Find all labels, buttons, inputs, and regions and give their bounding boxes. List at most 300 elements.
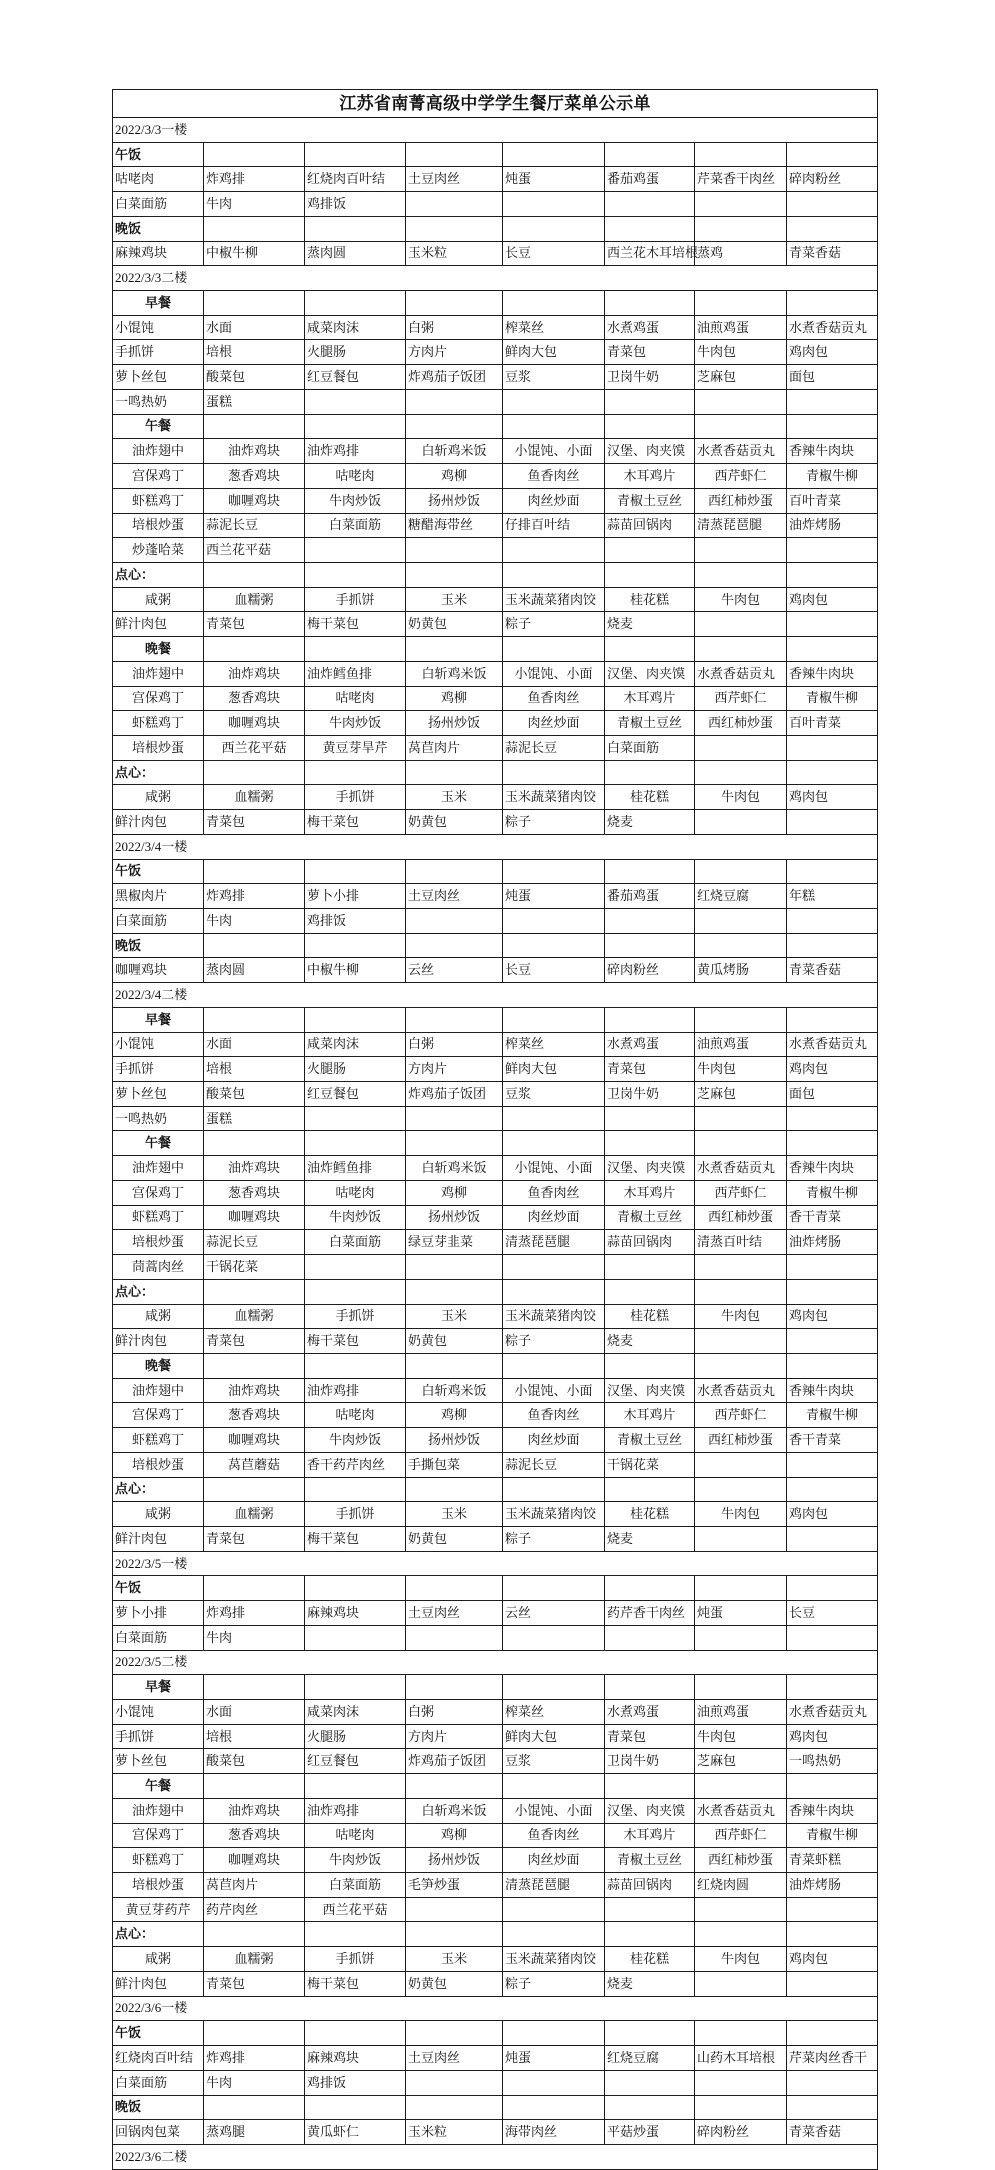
- menu-item-cell: 鱼香肉丝: [503, 1180, 605, 1205]
- empty-cell: [406, 1131, 503, 1156]
- menu-item-cell: 黄瓜烤肠: [695, 958, 787, 983]
- menu-item-cell: 一鸣热奶: [113, 1106, 204, 1131]
- menu-item-cell: 水煮香菇贡丸: [695, 661, 787, 686]
- empty-cell: [605, 1897, 695, 1922]
- menu-item-cell: 肉丝炒面: [503, 1428, 605, 1453]
- empty-cell: [406, 1774, 503, 1799]
- meal-header-row: [113, 1675, 878, 1700]
- menu-item-cell: 水煮香菇贡丸: [787, 1032, 878, 1057]
- empty-cell: [787, 1897, 878, 1922]
- menu-item-cell: 玉米蔬菜猪肉饺: [503, 785, 605, 810]
- menu-items-row: [113, 1724, 878, 1749]
- menu-item-cell: 奶黄包: [406, 810, 503, 835]
- menu-item-cell: 烧麦: [605, 1329, 695, 1354]
- section-date-row: [113, 1996, 878, 2021]
- menu-item-cell: 炸鸡排: [204, 2046, 305, 2071]
- menu-item-cell: 香辣牛肉块: [787, 1156, 878, 1181]
- empty-cell: [204, 414, 305, 439]
- menu-item-cell: 咸粥: [113, 1947, 204, 1972]
- menu-item-cell: 炸鸡排: [204, 884, 305, 909]
- menu-item-cell: 白菜面筋: [305, 1230, 406, 1255]
- menu-item-cell: 牛肉炒饭: [305, 711, 406, 736]
- menu-items-row: [113, 1032, 878, 1057]
- menu-item-cell: 黄豆芽旱芹: [305, 735, 406, 760]
- menu-item-cell: 青椒牛柳: [787, 686, 878, 711]
- menu-item-cell: 牛肉包: [695, 1947, 787, 1972]
- menu-item-cell: 木耳鸡片: [605, 1180, 695, 1205]
- menu-item-cell: 牛肉: [204, 2070, 305, 2095]
- menu-item-cell: 麻辣鸡块: [305, 2046, 406, 2071]
- menu-item-cell: 玉米蔬菜猪肉饺: [503, 1947, 605, 1972]
- menu-items-row: [113, 1230, 878, 1255]
- menu-item-cell: 青椒土豆丝: [605, 1428, 695, 1453]
- page-title: 江苏省南菁高级中学学生餐厅菜单公示单: [113, 90, 878, 118]
- menu-item-cell: 西红柿炒蛋: [695, 711, 787, 736]
- menu-item-cell: 碎肉粉丝: [605, 958, 695, 983]
- menu-item-cell: 油煎鸡蛋: [695, 315, 787, 340]
- menu-item-cell: 炒蓬哈菜: [113, 538, 204, 563]
- empty-cell: [695, 1007, 787, 1032]
- menu-item-cell: 酸菜包: [204, 365, 305, 390]
- menu-item-cell: 小馄饨、小面: [503, 439, 605, 464]
- menu-item-cell: 油炸烤肠: [787, 1230, 878, 1255]
- empty-cell: [406, 1255, 503, 1280]
- meal-label: 午饭: [113, 2021, 204, 2046]
- empty-cell: [695, 2070, 787, 2095]
- meal-header-row: [113, 760, 878, 785]
- menu-item-cell: 鱼香肉丝: [503, 686, 605, 711]
- menu-item-cell: 炖蛋: [503, 884, 605, 909]
- empty-cell: [503, 2021, 605, 2046]
- empty-cell: [787, 216, 878, 241]
- meal-label: 晚饭: [113, 216, 204, 241]
- menu-item-cell: 莴苣肉片: [406, 735, 503, 760]
- menu-item-cell: 梅干菜包: [305, 612, 406, 637]
- menu-item-cell: 红烧豆腐: [605, 2046, 695, 2071]
- empty-cell: [305, 1922, 406, 1947]
- empty-cell: [406, 562, 503, 587]
- menu-item-cell: 酸菜包: [204, 1082, 305, 1107]
- empty-cell: [503, 1131, 605, 1156]
- empty-cell: [305, 760, 406, 785]
- empty-cell: [695, 735, 787, 760]
- empty-cell: [605, 1922, 695, 1947]
- menu-item-cell: 清蒸琵琶腿: [503, 1230, 605, 1255]
- menu-items-row: [113, 167, 878, 192]
- menu-item-cell: 小馄饨: [113, 315, 204, 340]
- menu-item-cell: 咖喱鸡块: [204, 1428, 305, 1453]
- menu-item-cell: 水煮香菇贡丸: [695, 1798, 787, 1823]
- meal-header-row: [113, 216, 878, 241]
- menu-item-cell: 培根: [204, 1724, 305, 1749]
- menu-item-cell: 萝卜丝包: [113, 1082, 204, 1107]
- empty-cell: [406, 192, 503, 217]
- menu-item-cell: 水煮香菇贡丸: [695, 1378, 787, 1403]
- menu-item-cell: 回锅肉包菜: [113, 2120, 204, 2145]
- empty-cell: [695, 1329, 787, 1354]
- menu-item-cell: 黄豆芽药芹: [113, 1897, 204, 1922]
- menu-item-cell: 炸鸡茄子饭团: [406, 1082, 503, 1107]
- menu-items-row: [113, 389, 878, 414]
- menu-item-cell: 水面: [204, 315, 305, 340]
- empty-cell: [695, 1971, 787, 1996]
- empty-cell: [204, 760, 305, 785]
- meal-label: 午饭: [113, 142, 204, 167]
- empty-cell: [787, 1353, 878, 1378]
- menu-item-cell: 虾糕鸡丁: [113, 1205, 204, 1230]
- empty-cell: [695, 1774, 787, 1799]
- empty-cell: [503, 1279, 605, 1304]
- empty-cell: [406, 1897, 503, 1922]
- empty-cell: [605, 414, 695, 439]
- empty-cell: [406, 760, 503, 785]
- empty-cell: [787, 1971, 878, 1996]
- menu-item-cell: 手抓饼: [305, 1947, 406, 1972]
- menu-item-cell: 青菜包: [605, 1057, 695, 1082]
- menu-item-cell: 奶黄包: [406, 1329, 503, 1354]
- empty-cell: [406, 414, 503, 439]
- menu-item-cell: 蒜泥长豆: [503, 735, 605, 760]
- menu-item-cell: 青菜香菇: [787, 241, 878, 266]
- menu-items-row: [113, 365, 878, 390]
- menu-item-cell: 小馄饨、小面: [503, 1156, 605, 1181]
- empty-cell: [695, 810, 787, 835]
- menu-items-row: [113, 1403, 878, 1428]
- menu-items-row: [113, 958, 878, 983]
- empty-cell: [503, 1774, 605, 1799]
- menu-item-cell: 鸡柳: [406, 464, 503, 489]
- empty-cell: [406, 1477, 503, 1502]
- menu-item-cell: 烧麦: [605, 1526, 695, 1551]
- menu-item-cell: 油炸鸡排: [305, 439, 406, 464]
- menu-items-row: [113, 488, 878, 513]
- menu-item-cell: 宫保鸡丁: [113, 1823, 204, 1848]
- menu-item-cell: 红烧豆腐: [695, 884, 787, 909]
- empty-cell: [305, 1576, 406, 1601]
- menu-item-cell: 白菜面筋: [113, 192, 204, 217]
- menu-item-cell: 小馄饨、小面: [503, 661, 605, 686]
- menu-item-cell: 咖喱鸡块: [204, 488, 305, 513]
- menu-item-cell: 榨菜丝: [503, 1700, 605, 1725]
- menu-item-cell: 粽子: [503, 612, 605, 637]
- empty-cell: [605, 1106, 695, 1131]
- meal-label: 早餐: [113, 291, 204, 316]
- empty-cell: [605, 1576, 695, 1601]
- menu-item-cell: 咕咾肉: [305, 1180, 406, 1205]
- menu-item-cell: 小馄饨: [113, 1700, 204, 1725]
- empty-cell: [787, 1452, 878, 1477]
- empty-cell: [406, 1675, 503, 1700]
- menu-items-row: [113, 1823, 878, 1848]
- menu-item-cell: 汉堡、肉夹馍: [605, 1378, 695, 1403]
- menu-item-cell: 水煮香菇贡丸: [787, 315, 878, 340]
- empty-cell: [695, 1255, 787, 1280]
- meal-label: 晚餐: [113, 1353, 204, 1378]
- empty-cell: [204, 933, 305, 958]
- menu-item-cell: 牛肉包: [695, 587, 787, 612]
- empty-cell: [503, 637, 605, 662]
- menu-item-cell: 粽子: [503, 810, 605, 835]
- section-date-header: 2022/3/6二楼: [113, 2144, 878, 2169]
- empty-cell: [503, 2070, 605, 2095]
- empty-cell: [695, 1675, 787, 1700]
- empty-cell: [406, 637, 503, 662]
- empty-cell: [406, 1279, 503, 1304]
- empty-cell: [305, 414, 406, 439]
- menu-item-cell: 仔排百叶结: [503, 513, 605, 538]
- empty-cell: [605, 1353, 695, 1378]
- menu-item-cell: 手抓饼: [113, 1057, 204, 1082]
- menu-item-cell: 鸡柳: [406, 1403, 503, 1428]
- menu-item-cell: 汉堡、肉夹馍: [605, 1798, 695, 1823]
- menu-item-cell: 卫岗牛奶: [605, 1082, 695, 1107]
- menu-item-cell: 油煎鸡蛋: [695, 1700, 787, 1725]
- menu-items-row: [113, 1428, 878, 1453]
- menu-items-row: [113, 2046, 878, 2071]
- menu-item-cell: 鸡柳: [406, 1180, 503, 1205]
- menu-item-cell: 土豆肉丝: [406, 167, 503, 192]
- meal-label: 午餐: [113, 414, 204, 439]
- empty-cell: [305, 1007, 406, 1032]
- menu-item-cell: 萝卜小排: [113, 1601, 204, 1626]
- menu-items-row: [113, 587, 878, 612]
- menu-item-cell: 鸡肉包: [787, 587, 878, 612]
- menu-item-cell: 牛肉炒饭: [305, 1428, 406, 1453]
- empty-cell: [204, 1131, 305, 1156]
- menu-item-cell: 卫岗牛奶: [605, 1749, 695, 1774]
- menu-item-cell: 油炸鸡排: [305, 1798, 406, 1823]
- menu-item-cell: 白菜面筋: [113, 1625, 204, 1650]
- empty-cell: [406, 933, 503, 958]
- menu-item-cell: 虾糕鸡丁: [113, 1428, 204, 1453]
- empty-cell: [787, 1477, 878, 1502]
- menu-item-cell: 蛋糕: [204, 1106, 305, 1131]
- menu-item-cell: 蒜苗回锅肉: [605, 1230, 695, 1255]
- menu-item-cell: 油炸鳕鱼排: [305, 661, 406, 686]
- menu-item-cell: 水煮鸡蛋: [605, 1032, 695, 1057]
- meal-header-row: [113, 1353, 878, 1378]
- menu-item-cell: 粽子: [503, 1971, 605, 1996]
- menu-item-cell: 青椒牛柳: [787, 464, 878, 489]
- menu-item-cell: 咖喱鸡块: [204, 1848, 305, 1873]
- menu-item-cell: 芹菜肉丝香干: [787, 2046, 878, 2071]
- menu-item-cell: 榨菜丝: [503, 315, 605, 340]
- empty-cell: [503, 1897, 605, 1922]
- menu-item-cell: 水煮鸡蛋: [605, 315, 695, 340]
- empty-cell: [204, 1922, 305, 1947]
- empty-cell: [503, 192, 605, 217]
- menu-items-row: [113, 612, 878, 637]
- section-date-row: [113, 1650, 878, 1675]
- menu-item-cell: 奶黄包: [406, 612, 503, 637]
- menu-item-cell: 番茄鸡蛋: [605, 884, 695, 909]
- empty-cell: [787, 2070, 878, 2095]
- empty-cell: [605, 2070, 695, 2095]
- section-date-row: [113, 983, 878, 1008]
- empty-cell: [204, 1353, 305, 1378]
- menu-items-row: [113, 1502, 878, 1527]
- menu-item-cell: 青椒牛柳: [787, 1403, 878, 1428]
- menu-item-cell: 鲜肉大包: [503, 340, 605, 365]
- section-date-row: [113, 2144, 878, 2169]
- empty-cell: [204, 1675, 305, 1700]
- menu-item-cell: 西兰花平菇: [204, 735, 305, 760]
- menu-item-cell: 药芹香干肉丝: [605, 1601, 695, 1626]
- menu-item-cell: 青菜包: [605, 340, 695, 365]
- menu-item-cell: 牛肉: [204, 192, 305, 217]
- menu-item-cell: 鲜肉大包: [503, 1057, 605, 1082]
- section-date-header: 2022/3/3一楼: [113, 118, 878, 143]
- menu-item-cell: 油炸翅中: [113, 661, 204, 686]
- empty-cell: [503, 1353, 605, 1378]
- menu-item-cell: 白粥: [406, 1700, 503, 1725]
- empty-cell: [605, 142, 695, 167]
- menu-item-cell: 西芹虾仁: [695, 1180, 787, 1205]
- empty-cell: [787, 735, 878, 760]
- menu-item-cell: 鲜汁肉包: [113, 810, 204, 835]
- empty-cell: [305, 389, 406, 414]
- empty-cell: [787, 291, 878, 316]
- menu-item-cell: 咕咾肉: [305, 1823, 406, 1848]
- empty-cell: [503, 933, 605, 958]
- menu-item-cell: 手撕包菜: [406, 1452, 503, 1477]
- empty-cell: [305, 291, 406, 316]
- menu-item-cell: 火腿肠: [305, 1057, 406, 1082]
- empty-cell: [695, 1353, 787, 1378]
- empty-cell: [605, 1279, 695, 1304]
- menu-item-cell: 玉米蔬菜猪肉饺: [503, 1304, 605, 1329]
- section-date-header: 2022/3/3二楼: [113, 266, 878, 291]
- menu-item-cell: 手抓饼: [113, 1724, 204, 1749]
- menu-item-cell: 桂花糕: [605, 785, 695, 810]
- menu-item-cell: 青菜香菇: [787, 2120, 878, 2145]
- menu-item-cell: 鸡肉包: [787, 1947, 878, 1972]
- menu-item-cell: 青椒土豆丝: [605, 1848, 695, 1873]
- empty-cell: [605, 562, 695, 587]
- empty-cell: [787, 1922, 878, 1947]
- menu-item-cell: 干锅花菜: [605, 1452, 695, 1477]
- menu-item-cell: 蒸肉圆: [305, 241, 406, 266]
- menu-items-row: [113, 1378, 878, 1403]
- meal-header-row: [113, 1774, 878, 1799]
- menu-item-cell: 碎肉粉丝: [695, 2120, 787, 2145]
- menu-item-cell: 青菜包: [204, 1329, 305, 1354]
- menu-item-cell: 炸鸡茄子饭团: [406, 1749, 503, 1774]
- menu-item-cell: 奶黄包: [406, 1971, 503, 1996]
- empty-cell: [787, 933, 878, 958]
- empty-cell: [503, 216, 605, 241]
- meal-label: 晚饭: [113, 933, 204, 958]
- meal-label: 点心：: [113, 1279, 204, 1304]
- menu-item-cell: 手抓饼: [305, 785, 406, 810]
- menu-item-cell: 面包: [787, 1082, 878, 1107]
- empty-cell: [605, 1477, 695, 1502]
- menu-item-cell: 海带肉丝: [503, 2120, 605, 2145]
- empty-cell: [695, 2095, 787, 2120]
- menu-item-cell: 油炸鳕鱼排: [305, 1156, 406, 1181]
- menu-item-cell: 红烧肉圆: [695, 1873, 787, 1898]
- menu-item-cell: 香干药芹肉丝: [305, 1452, 406, 1477]
- empty-cell: [605, 760, 695, 785]
- empty-cell: [406, 2070, 503, 2095]
- menu-item-cell: 粽子: [503, 1329, 605, 1354]
- menu-item-cell: 土豆肉丝: [406, 2046, 503, 2071]
- menu-items-row: [113, 2120, 878, 2145]
- empty-cell: [204, 142, 305, 167]
- empty-cell: [503, 538, 605, 563]
- empty-cell: [305, 1279, 406, 1304]
- menu-items-row: [113, 1601, 878, 1626]
- meal-header-row: [113, 1576, 878, 1601]
- empty-cell: [787, 612, 878, 637]
- menu-item-cell: 长豆: [503, 241, 605, 266]
- menu-item-cell: 茼蒿肉丝: [113, 1255, 204, 1280]
- menu-item-cell: 酸菜包: [204, 1749, 305, 1774]
- empty-cell: [605, 1675, 695, 1700]
- menu-item-cell: 鲜肉大包: [503, 1724, 605, 1749]
- empty-cell: [305, 859, 406, 884]
- empty-cell: [406, 909, 503, 934]
- empty-cell: [787, 2095, 878, 2120]
- menu-item-cell: 清蒸琵琶腿: [695, 513, 787, 538]
- menu-item-cell: 香干青菜: [787, 1428, 878, 1453]
- menu-item-cell: 手抓饼: [305, 587, 406, 612]
- meal-header-row: [113, 1007, 878, 1032]
- empty-cell: [695, 1131, 787, 1156]
- menu-item-cell: 油炸翅中: [113, 1798, 204, 1823]
- empty-cell: [204, 2095, 305, 2120]
- menu-item-cell: 炸鸡茄子饭团: [406, 365, 503, 390]
- menu-item-cell: 玉米蔬菜猪肉饺: [503, 587, 605, 612]
- empty-cell: [695, 2021, 787, 2046]
- section-date-header: 2022/3/4二楼: [113, 983, 878, 1008]
- empty-cell: [695, 192, 787, 217]
- empty-cell: [503, 1255, 605, 1280]
- empty-cell: [787, 1106, 878, 1131]
- empty-cell: [305, 2021, 406, 2046]
- menu-item-cell: 手抓饼: [113, 340, 204, 365]
- meal-label: 点心：: [113, 1477, 204, 1502]
- menu-item-cell: 油炸烤肠: [787, 1873, 878, 1898]
- menu-item-cell: 黄瓜虾仁: [305, 2120, 406, 2145]
- menu-item-cell: 牛肉炒饭: [305, 1205, 406, 1230]
- menu-items-row: [113, 192, 878, 217]
- menu-item-cell: 香干青菜: [787, 1205, 878, 1230]
- menu-item-cell: 芝麻包: [695, 1082, 787, 1107]
- menu-item-cell: 梅干菜包: [305, 810, 406, 835]
- menu-item-cell: 玉米: [406, 1304, 503, 1329]
- menu-item-cell: 肉丝炒面: [503, 711, 605, 736]
- menu-item-cell: 小馄饨、小面: [503, 1378, 605, 1403]
- menu-item-cell: 麻辣鸡块: [113, 241, 204, 266]
- menu-items-row: [113, 686, 878, 711]
- meal-label: 早餐: [113, 1675, 204, 1700]
- empty-cell: [503, 142, 605, 167]
- menu-item-cell: 牛肉包: [695, 1057, 787, 1082]
- menu-item-cell: 青椒土豆丝: [605, 711, 695, 736]
- menu-item-cell: 香辣牛肉块: [787, 1798, 878, 1823]
- empty-cell: [204, 562, 305, 587]
- section-date-row: [113, 834, 878, 859]
- empty-cell: [605, 1774, 695, 1799]
- empty-cell: [305, 1675, 406, 1700]
- menu-item-cell: 蒜苗回锅肉: [605, 513, 695, 538]
- menu-item-cell: 鱼香肉丝: [503, 1823, 605, 1848]
- empty-cell: [787, 1007, 878, 1032]
- menu-item-cell: 白菜面筋: [605, 735, 695, 760]
- menu-item-cell: 炸鸡排: [204, 167, 305, 192]
- menu-items-row: [113, 1798, 878, 1823]
